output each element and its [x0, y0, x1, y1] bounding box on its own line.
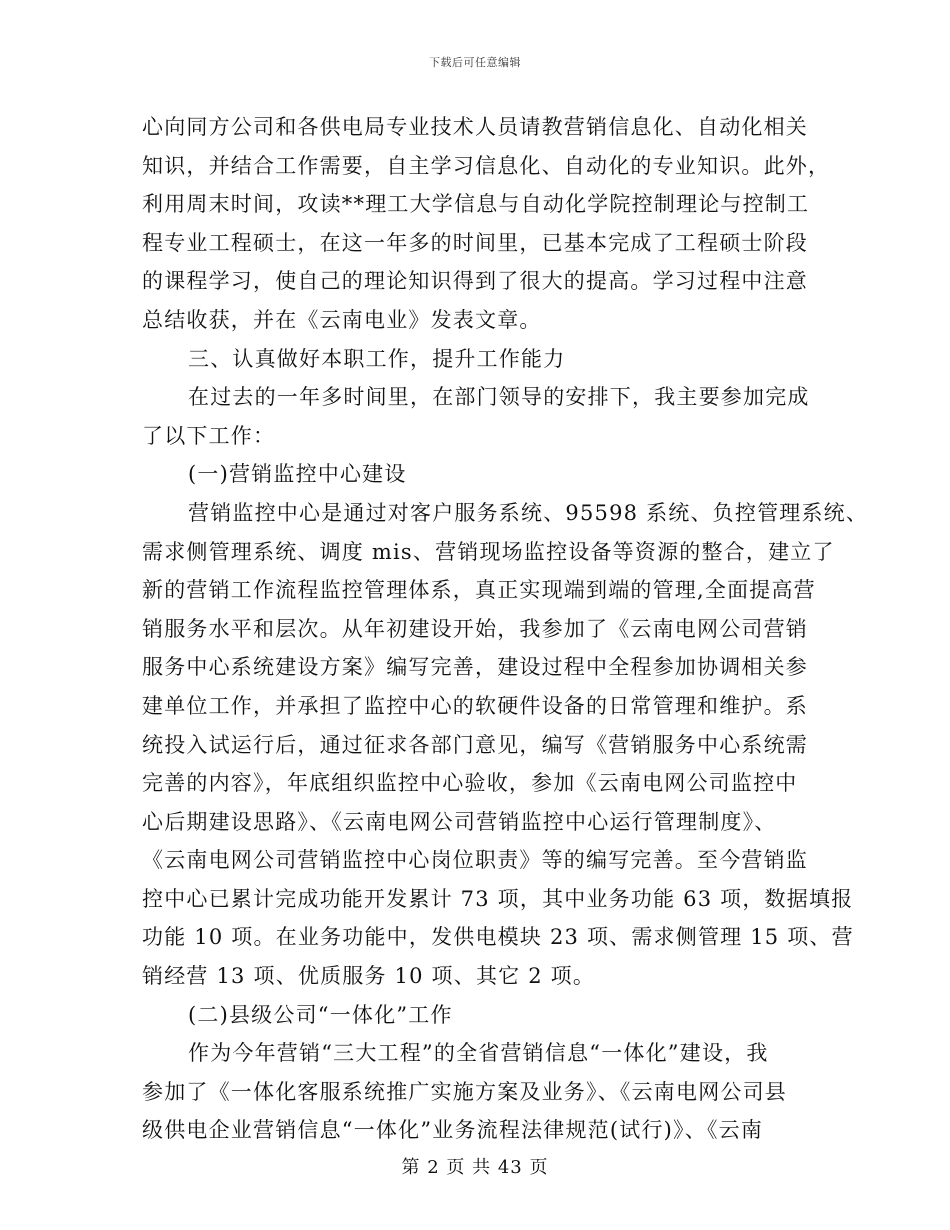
body-line: 知识，并结合工作需要，自主学习信息化、自动化的专业知识。此外， — [142, 153, 831, 178]
body-line: 心后期建设思路》、《云南电网公司营销监控中心运行管理制度》、 — [142, 809, 777, 834]
body-line: 程专业工程硕士，在这一年多的时间里，已基本完成了工程硕士阶段 — [142, 230, 808, 255]
body-line: 作为今年营销“三大工程”的全省营销信息“一体化”建设，我 — [188, 1041, 769, 1066]
body-line: 建单位工作，并承担了监控中心的软硬件设备的日常管理和维护。系 — [142, 693, 808, 718]
body-line: 完善的内容》，年底组织监控中心验收，参加《云南电网公司监控中 — [142, 771, 798, 796]
body-line: 在过去的一年多时间里，在部门领导的安排下，我主要参加完成 — [188, 385, 810, 410]
body-line: 参加了《一体化客服系统推广实施方案及业务》、《云南电网公司县 — [142, 1079, 787, 1104]
body-line: 《云南电网公司营销监控中心岗位职责》等的编写完善。至今营销监 — [142, 848, 808, 873]
body-line: 利用周末时间，攻读**理工大学信息与自动化学院控制理论与控制工 — [142, 192, 810, 217]
subsection-heading: (二)县级公司“一体化”工作 — [188, 1002, 453, 1027]
section-heading: 三、认真做好本职工作，提升工作能力 — [188, 346, 566, 371]
subsection-heading: (一)营销监控中心建设 — [188, 462, 407, 487]
document-body — [142, 108, 869, 1150]
body-line: 新的营销工作流程监控管理体系，真正实现端到端的管理,全面提高营 — [142, 578, 816, 603]
body-line: 级供电企业营销信息“一体化”业务流程法律规范(试行)》、《云南 — [142, 1118, 764, 1143]
body-line: 需求侧管理系统、调度 mis、营销现场监控设备等资源的整合，建立了 — [142, 539, 835, 564]
page-footer: 第 2 页 共 43 页 — [401, 1157, 549, 1178]
body-line: 总结收获，并在《云南电业》发表文章。 — [142, 307, 542, 332]
body-line: 服务中心系统建设方案》编写完善，建设过程中全程参加协调相关参 — [142, 655, 808, 680]
page-header: 下载后可任意编辑 — [429, 56, 521, 69]
body-line: 统投入试运行后，通过征求各部门意见，编写《营销服务中心系统需 — [142, 732, 808, 757]
body-line: 营销监控中心是通过对客户服务系统、95598 系统、负控管理系统、 — [188, 500, 869, 525]
body-line: 销经营 13 项、优质服务 10 项、其它 2 项。 — [142, 964, 596, 989]
body-line: 了以下工作： — [142, 423, 276, 448]
body-line: 心向同方公司和各供电局专业技术人员请教营销信息化、自动化相关 — [142, 115, 808, 139]
body-line: 控中心已累计完成功能开发累计 73 项，其中业务功能 63 项，数据填报 — [142, 886, 854, 911]
body-line: 功能 10 项。在业务功能中，发供电模块 23 项、需求侧管理 15 项、营 — [142, 925, 854, 950]
body-line: 销服务水平和层次。从年初建设开始，我参加了《云南电网公司营销 — [142, 616, 808, 641]
body-line: 的课程学习，使自己的理论知识得到了很大的提高。学习过程中注意 — [142, 269, 808, 294]
